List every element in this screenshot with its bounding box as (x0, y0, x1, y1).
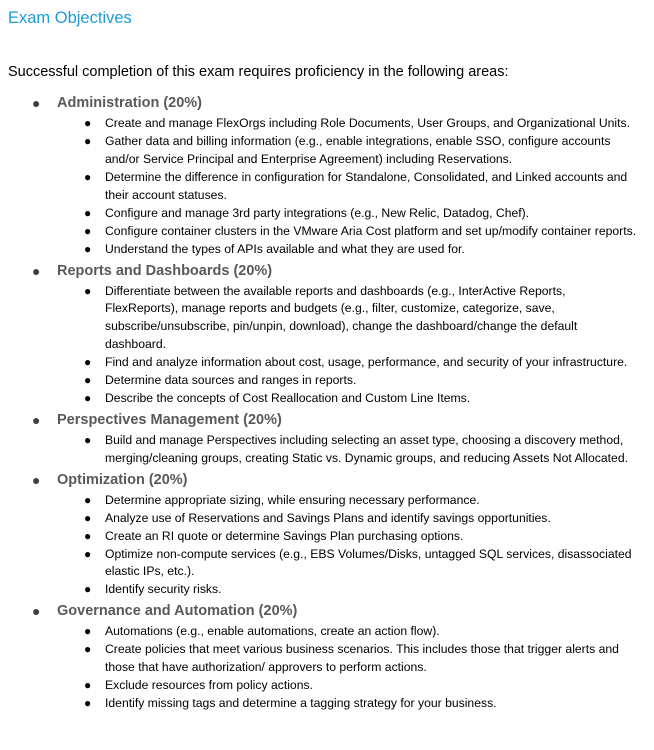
bullet-icon: ● (32, 262, 41, 279)
bullet-icon: ● (84, 223, 92, 238)
objective-item (57, 492, 654, 510)
section-title: Optimization (20%) (57, 471, 188, 488)
section-title: Administration (20%) (57, 95, 203, 111)
objective-item-text: Optimize non-compute services (e.g., EBS Volumes/Disks, untagged SQL services, disassociated elastic IPs, etc.). (105, 546, 632, 579)
bullet-icon: ● (84, 696, 92, 711)
objective-item (57, 372, 654, 390)
objective-items (57, 492, 654, 600)
objective-item (57, 581, 654, 599)
objective-item-text: Understand the types of APIs available and what they are used for. (105, 241, 465, 256)
objective-item (57, 432, 654, 468)
objective-item (57, 133, 654, 169)
objective-item (57, 677, 654, 695)
objective-items (57, 623, 654, 713)
objective-section (0, 408, 654, 468)
bullet-icon: ● (84, 624, 92, 639)
objective-item-text: Differentiate between the available reports and dashboards (e.g., InterActive Reports, FlexReports), manage reports and budgets (e.g., filter, customize, categorize, save, subscribe/unsubscribe, pin/unpin, download), change the dashboard/change the default dashboard. (105, 283, 578, 351)
section-title: Governance and Automation (20%) (57, 603, 298, 620)
objective-item-text: Determine appropriate sizing, while ensuring necessary performance. (105, 492, 480, 507)
bullet-icon: ● (84, 492, 92, 507)
objective-item (57, 205, 654, 223)
objective-item-text: Identify security risks. (105, 582, 222, 597)
objective-items (57, 115, 654, 258)
bullet-icon: ● (84, 133, 92, 148)
objective-item (57, 546, 654, 582)
objective-items (57, 432, 654, 468)
objective-item-text: Create and manage FlexOrgs including Role Documents, User Groups, and Organizational Units. (105, 116, 630, 130)
objective-item-text: Configure container clusters in the VMware Aria Cost platform and set up/modify container reports. (105, 223, 637, 238)
bullet-icon: ● (32, 603, 41, 620)
objective-item (57, 241, 654, 259)
objectives-list (0, 91, 654, 713)
objective-item (57, 695, 654, 713)
bullet-icon: ● (84, 354, 92, 369)
bullet-icon: ● (84, 169, 92, 184)
objective-item (57, 641, 654, 677)
objective-item-text: Analyze use of Reservations and Savings Plans and identify savings opportunities. (105, 510, 551, 525)
objective-item-text: Describe the concepts of Cost Reallocation and Custom Line Items. (105, 390, 471, 405)
objective-item (57, 283, 654, 354)
objective-item-text: Find and analyze information about cost, usage, performance, and security of your infrastructure. (105, 354, 628, 369)
objective-item (57, 169, 654, 205)
objective-item-text: Build and manage Perspectives including selecting an asset type, choosing a discovery method, merging/cleaning groups, creating Static vs. Dynamic groups, and reducing Assets Not Allocated. (105, 432, 628, 465)
bullet-icon: ● (84, 546, 92, 561)
bullet-icon: ● (84, 510, 92, 525)
bullet-icon: ● (32, 411, 41, 428)
objective-item (57, 115, 654, 133)
objective-item-text: Create policies that meet various business scenarios. This includes those that trigger alerts and those that have authorization/ approvers to perform actions. (105, 642, 619, 675)
objective-item-text: Identify missing tags and determine a tagging strategy for your business. (105, 696, 497, 711)
objective-items (57, 283, 654, 408)
objective-item-text: Determine data sources and ranges in reports. (105, 372, 357, 387)
objective-section (0, 91, 654, 258)
objective-section (0, 468, 654, 600)
objective-item (57, 223, 654, 241)
bullet-icon: ● (84, 390, 92, 405)
bullet-icon: ● (84, 582, 92, 597)
objective-item (57, 528, 654, 546)
objective-item (57, 510, 654, 528)
bullet-icon: ● (32, 95, 41, 111)
bullet-icon: ● (84, 528, 92, 543)
objective-item (57, 354, 654, 372)
objective-item-text: Determine the difference in configuration for Standalone, Consolidated, and Linked accounts and their account statuses. (105, 169, 628, 202)
objective-item-text: Create an RI quote or determine Savings Plan purchasing options. (105, 528, 464, 543)
bullet-icon: ● (32, 471, 41, 488)
bullet-icon: ● (84, 372, 92, 387)
objective-item-text: Automations (e.g., enable automations, create an action flow). (105, 624, 440, 639)
objective-item-text: Configure and manage 3rd party integrations (e.g., New Relic, Datadog, Chef). (105, 205, 530, 220)
bullet-icon: ● (84, 241, 92, 256)
bullet-icon: ● (84, 642, 92, 657)
intro-text: Successful completion of this exam requires proficiency in the following areas: (8, 64, 509, 80)
objective-item (57, 623, 654, 641)
bullet-icon: ● (84, 432, 92, 447)
objective-item-text: Gather data and billing information (e.g., enable integrations, enable SSO, configure accounts and/or Service Principal and Enterprise Agreement) including Reservations. (105, 133, 611, 166)
objective-item-text: Exclude resources from policy actions. (105, 678, 313, 693)
page-title: Exam Objectives (8, 9, 132, 27)
bullet-icon: ● (84, 678, 92, 693)
section-title: Perspectives Management (20%) (57, 411, 282, 428)
bullet-icon: ● (84, 283, 92, 298)
bullet-icon: ● (84, 116, 92, 130)
objective-section (0, 259, 654, 408)
objective-section (0, 599, 654, 713)
bullet-icon: ● (84, 205, 92, 220)
section-title: Reports and Dashboards (20%) (57, 262, 273, 279)
objective-item (57, 390, 654, 408)
